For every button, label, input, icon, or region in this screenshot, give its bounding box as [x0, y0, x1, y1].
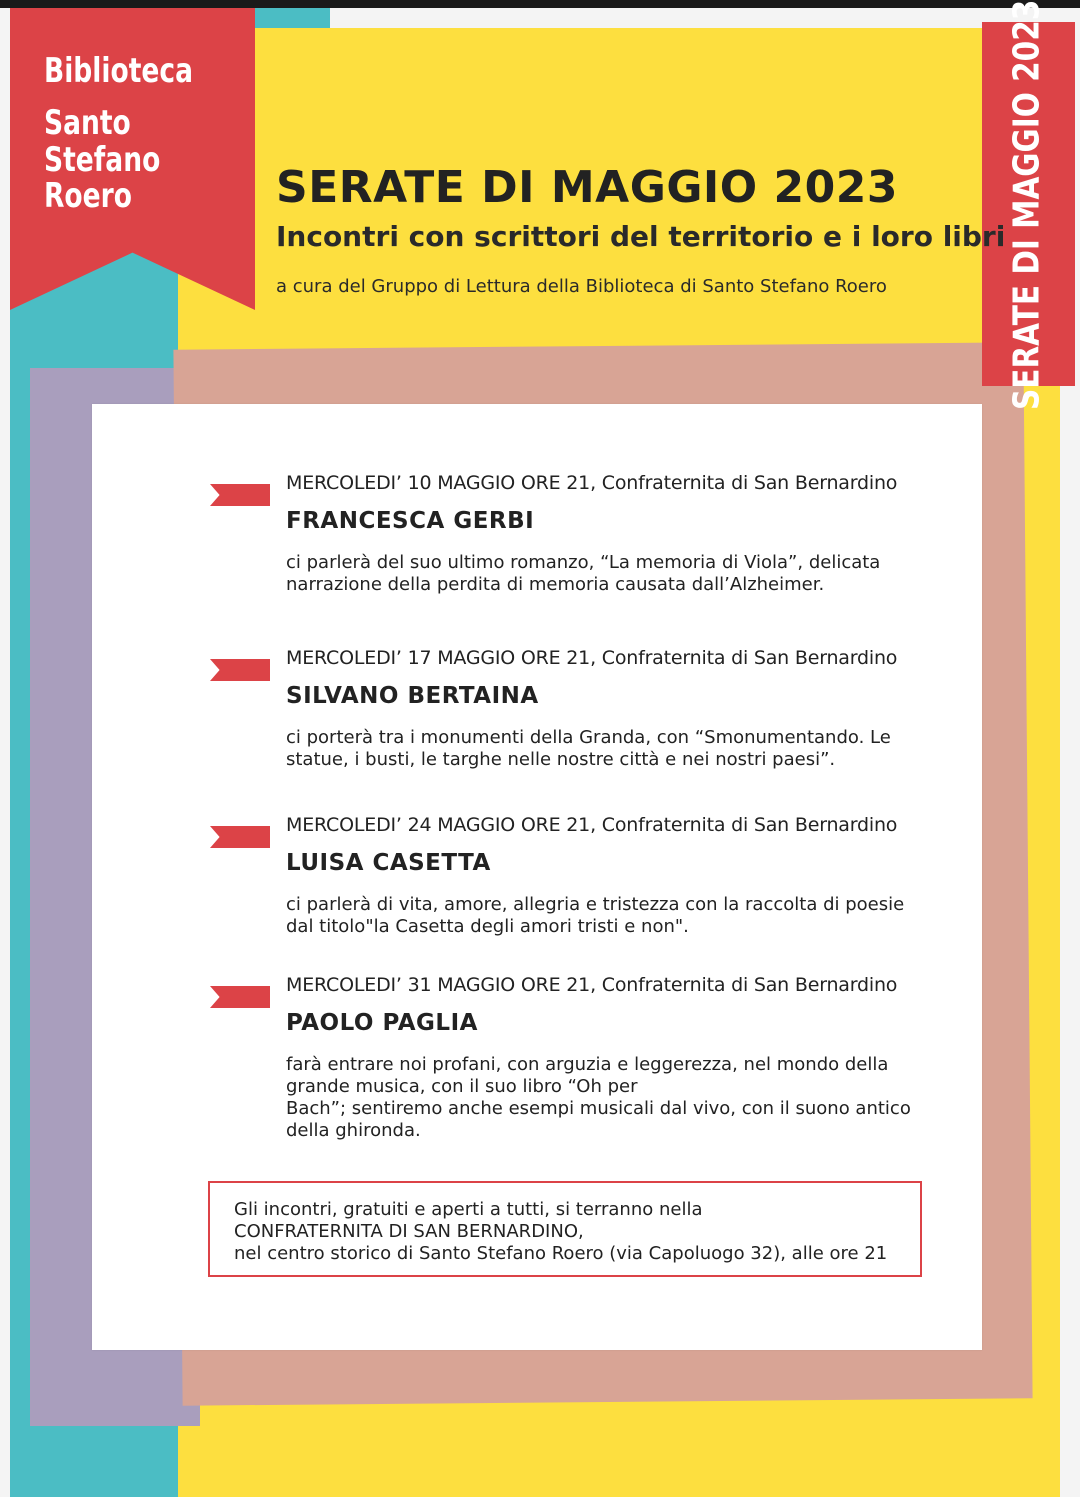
event-description-line: farà entrare noi profani, con arguzia e leggerezza, nel mondo della	[286, 1054, 889, 1075]
event-description-line: ci porterà tra i monumenti della Granda, con “Smonumentando. Le	[286, 727, 891, 748]
event-speaker: PAOLO PAGLIA	[286, 1010, 478, 1036]
page-title: SERATE DI MAGGIO 2023	[276, 162, 898, 213]
page-subtitle: Incontri con scrittori del territorio e i loro libri	[276, 220, 1006, 253]
event-description-line: ci parlerà del suo ultimo romanzo, “La memoria di Viola”, delicata	[286, 552, 881, 573]
event-date: MERCOLEDI’ 17 MAGGIO ORE 21, Confraternita di San Bernardino	[286, 647, 898, 669]
event-date: MERCOLEDI’ 10 MAGGIO ORE 21, Confraternita di San Bernardino	[286, 472, 898, 494]
event-description-line: dal titolo"la Casetta degli amori tristi e non".	[286, 916, 689, 937]
side-banner-text	[1000, 0, 1054, 411]
ribbon-line-2: Santo	[44, 103, 131, 143]
ribbon-line-4: Roero	[44, 176, 132, 216]
event-description	[286, 727, 926, 771]
event-description-line: narrazione della perdita di memoria causata dall’Alzheimer.	[286, 574, 825, 595]
event-date: MERCOLEDI’ 24 MAGGIO ORE 21, Confraternita di San Bernardino	[286, 814, 898, 836]
top-edge-bar	[0, 0, 1080, 8]
side-banner-label: SERATE DI MAGGIO 2023	[1006, 0, 1048, 411]
curated-by: a cura del Gruppo di Lettura della Biblioteca di Santo Stefano Roero	[276, 276, 887, 297]
event-description-line: Bach”; sentiremo anche esempi musicali dal vivo, con il suono antico	[286, 1098, 911, 1119]
event-description-line: statue, i busti, le targhe nelle nostre città e nei nostri paesi”.	[286, 749, 836, 770]
info-line-2: CONFRATERNITA DI SAN BERNARDINO,	[234, 1221, 584, 1242]
event-description-line: ci parlerà di vita, amore, allegria e tristezza con la raccolta di poesie	[286, 894, 905, 915]
venue-info-box	[208, 1181, 922, 1277]
event-speaker: FRANCESCA GERBI	[286, 508, 535, 534]
info-line-3: nel centro storico di Santo Stefano Roero (via Capoluogo 32), alle ore 21	[234, 1243, 888, 1264]
event-description	[286, 1054, 926, 1142]
ribbon-line-1: Biblioteca	[44, 51, 193, 91]
event-description-line: della ghironda.	[286, 1120, 421, 1141]
event-speaker: SILVANO BERTAINA	[286, 683, 539, 709]
event-description	[286, 552, 926, 596]
event-speaker: LUISA CASETTA	[286, 850, 491, 876]
event-description-line: grande musica, con il suo libro “Oh per	[286, 1076, 638, 1097]
event-description	[286, 894, 926, 938]
ribbon-line-3: Stefano	[44, 140, 161, 180]
event-date: MERCOLEDI’ 31 MAGGIO ORE 21, Confraternita di San Bernardino	[286, 974, 898, 996]
info-line-1: Gli incontri, gratuiti e aperti a tutti, si terranno nella	[234, 1199, 703, 1220]
